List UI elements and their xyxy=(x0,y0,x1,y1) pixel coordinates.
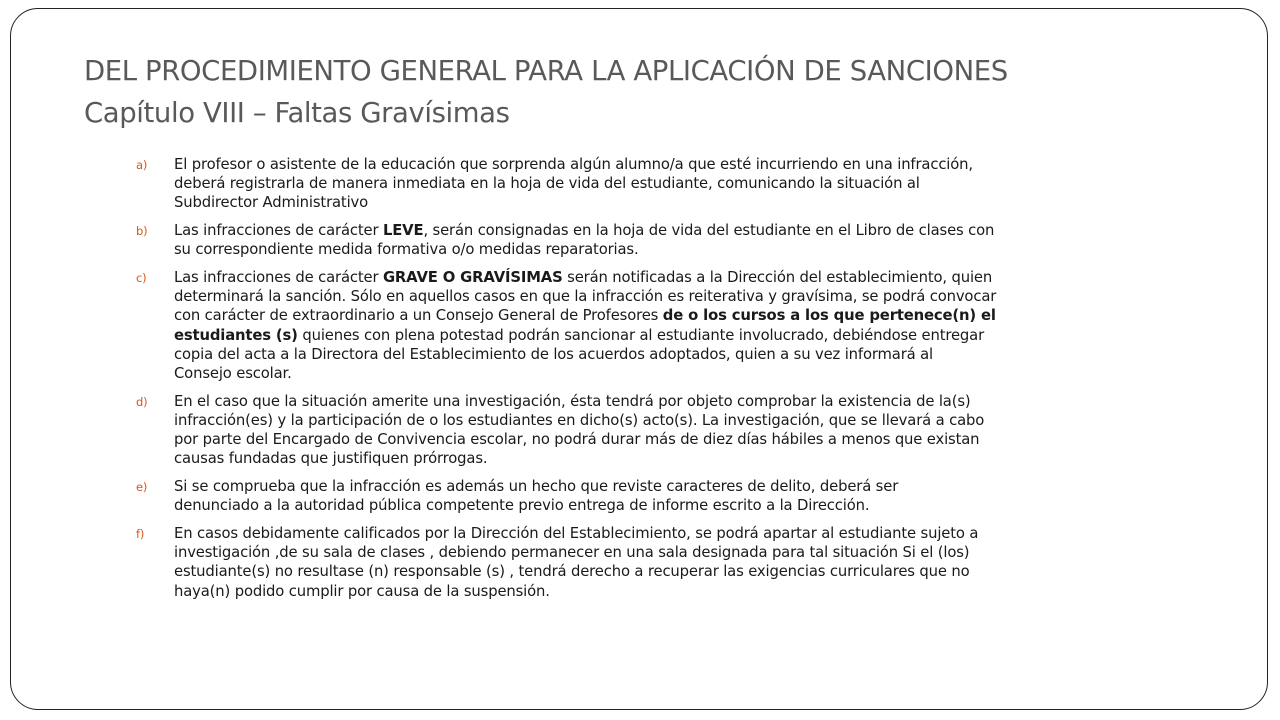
item-text-line xyxy=(174,392,1216,411)
bold-text: estudiantes (s) xyxy=(174,326,298,344)
title-line-2: Capítulo VIII – Faltas Gravísimas xyxy=(84,97,510,129)
text-run: En casos debidamente calificados por la Dirección del Establecimiento, se podrá apartar al estudiante sujeto a xyxy=(174,524,979,542)
bold-text: de o los cursos a los que pertenece(n) el xyxy=(662,307,996,325)
item-text-line xyxy=(174,345,1216,364)
item-list xyxy=(136,155,1216,609)
text-run: denunciado a la autoridad pública competente previo entrega de informe escrito a la Dirección. xyxy=(174,497,870,515)
item-text-line xyxy=(174,155,1216,174)
item-text-line xyxy=(174,449,1216,468)
item-text-line xyxy=(174,287,1216,306)
item-text-line xyxy=(174,543,1216,562)
text-run: causas fundadas que justifiquen prórrogas. xyxy=(174,450,488,468)
text-run: su correspondiente medida formativa o/o medidas reparatorias. xyxy=(174,241,639,259)
text-run: Consejo escolar. xyxy=(174,365,292,383)
text-run: por parte del Encargado de Convivencia escolar, no podrá durar más de diez días hábiles a menos que existan xyxy=(174,431,980,449)
item-text-line xyxy=(174,306,1216,325)
text-run: haya(n) podido cumplir por causa de la suspensión. xyxy=(174,582,550,600)
list-marker: c) xyxy=(136,271,147,286)
list-marker: b) xyxy=(136,224,148,239)
slide-title xyxy=(84,50,1224,134)
text-run: Las infracciones de carácter xyxy=(174,269,383,287)
text-run: El profesor o asistente de la educación que sorprenda algún alumno/a que esté incurriendo en una infracción, xyxy=(174,156,973,173)
text-run: deberá registrarla de manera inmediata en la hoja de vida del estudiante, comunicando la situación al xyxy=(174,175,920,193)
text-run: con carácter de extraordinario a un Consejo General de Profesores xyxy=(174,307,663,325)
list-item xyxy=(136,524,1216,601)
text-run: En el caso que la situación amerite una investigación, ésta tendrá por objeto comprobar la existencia de la(s) xyxy=(174,392,971,410)
text-run: determinará la sanción. Sólo en aquellos casos en que la infracción es reiterativa y gravísima, se podrá convocar xyxy=(174,288,997,306)
item-text-line xyxy=(174,477,1216,496)
item-text-line xyxy=(174,582,1216,601)
title-line-1: DEL PROCEDIMIENTO GENERAL PARA LA APLICACIÓN DE SANCIONES xyxy=(84,55,1008,87)
item-text-line xyxy=(174,411,1216,430)
item-text-line xyxy=(174,364,1216,383)
bold-text: LEVE xyxy=(382,222,424,240)
text-run: estudiante(s) no resultase (n) responsable (s) , tendrá derecho a recuperar las exigencias curriculares que no xyxy=(174,563,970,581)
list-item xyxy=(136,477,1216,515)
text-run: Si se comprueba que la infracción es además un hecho que reviste caracteres de delito, deberá ser xyxy=(174,478,899,496)
bold-text: GRAVE O GRAVÍSIMAS xyxy=(382,269,563,287)
list-marker: e) xyxy=(136,480,148,495)
list-marker: f) xyxy=(136,526,145,541)
item-text-line xyxy=(174,221,1216,240)
list-item xyxy=(136,155,1216,213)
text-run: Subdirector Administrativo xyxy=(174,194,369,212)
text-run: Las infracciones de carácter xyxy=(174,222,383,240)
item-text-line xyxy=(174,430,1216,449)
text-run: quienes con plena potestad podrán sancionar al estudiante involucrado, debiéndose entregar xyxy=(297,326,985,344)
item-text-line xyxy=(174,193,1216,212)
text-run: serán notificadas a la Dirección del establecimiento, quien xyxy=(562,269,993,287)
item-text-line xyxy=(174,326,1216,345)
item-text-line xyxy=(174,268,1216,287)
item-text-line xyxy=(174,174,1216,193)
text-run: investigación ,de su sala de clases , debiendo permanecer en una sala designada para tal situación Si el (los) xyxy=(174,544,970,562)
item-text-line xyxy=(174,496,1216,515)
list-item xyxy=(136,268,1216,383)
list-item xyxy=(136,221,1216,259)
list-marker: d) xyxy=(136,394,148,409)
item-text-line xyxy=(174,524,1216,543)
list-item xyxy=(136,392,1216,469)
list-marker: a) xyxy=(136,158,148,172)
text-run: infracción(es) y la participación de o los estudiantes en dicho(s) acto(s). La investigación, que se llevará a cabo xyxy=(174,411,985,429)
text-run: copia del acta a la Directora del Establecimiento de los acuerdos adoptados, quien a su vez informará al xyxy=(174,345,933,363)
item-text-line xyxy=(174,240,1216,259)
item-text-line xyxy=(174,562,1216,581)
text-run: , serán consignadas en la hoja de vida del estudiante en el Libro de clases con xyxy=(423,222,995,240)
